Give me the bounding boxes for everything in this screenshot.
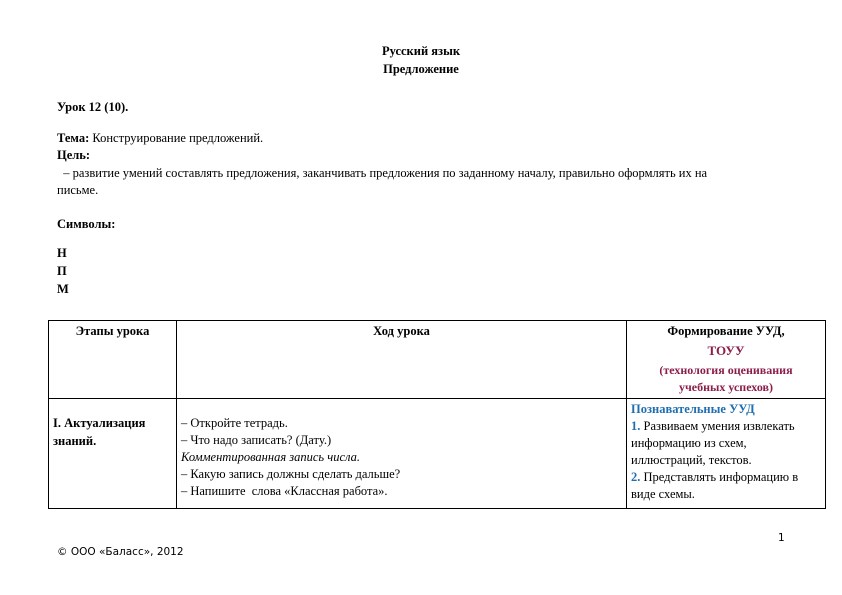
course-line: – Напишите слова «Классная работа». bbox=[181, 484, 388, 498]
course-line: – Какую запись должны сделать дальше? bbox=[181, 467, 401, 481]
uud-item-2-cont: виде схемы. bbox=[631, 487, 695, 501]
theme-label: Тема: bbox=[57, 131, 90, 145]
uud-item-1-text: Развиваем умения извлекать bbox=[640, 419, 795, 433]
uud-item-2-text: Представлять информацию в bbox=[640, 470, 799, 484]
uud-item-1-num: 1. bbox=[631, 419, 641, 433]
uud-item-1-cont: информацию из схем, bbox=[631, 436, 747, 450]
header-tech-line2: учебных успехов) bbox=[678, 380, 774, 394]
symbol-item: П bbox=[57, 264, 67, 278]
symbol-item: Н bbox=[57, 246, 67, 260]
symbols-label: Символы: bbox=[57, 217, 116, 231]
lesson-number: Урок 12 (10). bbox=[57, 100, 129, 114]
theme-text: Конструирование предложений. bbox=[89, 131, 264, 145]
symbol-item: М bbox=[57, 282, 69, 296]
stage-line-1: I. Актуализация bbox=[53, 416, 146, 430]
header-stages: Этапы урока bbox=[49, 321, 177, 399]
header-tech-line1: (технология оценивания bbox=[659, 363, 793, 377]
goal-line-1: – развитие умений составлять предложения, заканчивать предложения по заданному началу, правильно оформлять их на bbox=[57, 166, 708, 180]
uud-item-1 bbox=[631, 418, 821, 435]
header-course: Ход урока bbox=[177, 321, 627, 399]
theme-line bbox=[57, 130, 263, 147]
table-header-row bbox=[49, 321, 826, 399]
header-uud-title: Формирование УУД, bbox=[667, 324, 785, 338]
header-toyy: ТОУУ bbox=[707, 343, 745, 358]
course-line: – Откройте тетрадь. bbox=[181, 416, 288, 430]
page-number: 1 bbox=[778, 532, 785, 544]
subject-title: Русский язык bbox=[381, 44, 461, 58]
stage-line-2: знаний. bbox=[53, 433, 97, 448]
course-line: – Что надо записать? (Дату.) bbox=[181, 433, 332, 447]
copyright: © ООО «Баласс», 2012 bbox=[57, 546, 184, 558]
course-cell bbox=[177, 399, 627, 509]
uud-item-2 bbox=[631, 469, 821, 486]
uud-cell bbox=[627, 399, 826, 509]
course-line: Комментированная запись числа. bbox=[181, 450, 360, 464]
goal-label: Цель: bbox=[57, 148, 91, 162]
uud-heading: Познавательные УУД bbox=[631, 402, 755, 416]
stage-cell bbox=[49, 399, 177, 509]
uud-item-2-num: 2. bbox=[631, 470, 641, 484]
topic-title: Предложение bbox=[383, 62, 459, 76]
table-row bbox=[49, 399, 826, 509]
uud-item-1-cont: иллюстраций, текстов. bbox=[631, 453, 752, 467]
header-uud bbox=[627, 321, 826, 399]
lesson-table bbox=[48, 320, 826, 509]
goal-line-2: письме. bbox=[57, 183, 99, 197]
